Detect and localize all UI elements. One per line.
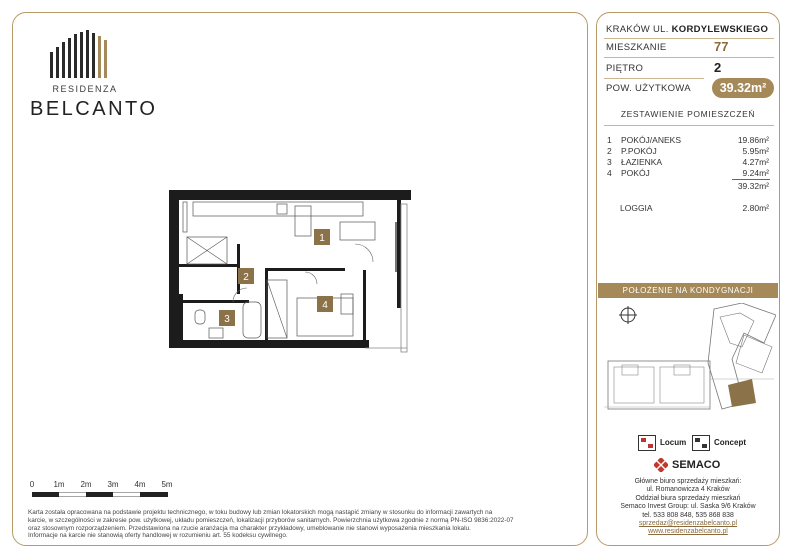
scale-ruler	[32, 492, 168, 497]
room-area: 9.24m²	[742, 168, 769, 178]
concept-label: Concept	[714, 438, 746, 447]
q3d-logo-icon	[638, 435, 656, 451]
address-prefix: KRAKÓW UL.	[606, 24, 669, 35]
room-row	[607, 146, 769, 157]
logo-bars-icon	[50, 30, 112, 78]
room-label-3	[219, 310, 235, 326]
room-number: 3	[607, 157, 612, 167]
svg-text:4: 4	[322, 300, 328, 311]
contact-line: Semaco Invest Group: ul. Saska 9/6 Kraków	[620, 503, 756, 511]
room-row	[607, 168, 769, 179]
floor-number: 2	[714, 60, 722, 75]
contact-line: Oddział biura sprzedaży mieszkań	[635, 494, 741, 502]
rooms-title: ZESTAWIENIE POMIESZCZEŃ	[620, 109, 756, 119]
compass-icon	[619, 306, 637, 324]
room-name: ŁAZIENKA	[621, 157, 663, 167]
room-number: 4	[607, 168, 612, 178]
divider	[604, 125, 774, 126]
area-badge: 39.32m²	[712, 78, 774, 98]
site-plan	[604, 303, 776, 419]
room-name: POKÓJ	[621, 168, 650, 178]
apartment-label: MIESZKANIE	[606, 42, 667, 53]
contact-line: Główne biuro sprzedaży mieszkań:	[634, 478, 742, 485]
room-label-4	[317, 296, 333, 312]
disclaimer-text	[28, 509, 568, 540]
divider	[604, 78, 704, 79]
divider	[604, 57, 774, 58]
contact-phone: tel. 533 808 848, 535 868 838	[642, 511, 734, 519]
apartment-number: 77	[714, 39, 729, 54]
room-number: 2	[607, 146, 612, 156]
disclaimer-line: oraz stosownym rozporządzeniem. Przedstawiona na rzucie aranżacja ma charakter przykładowy, umeblowanie nie stanowi wyposażenia mieszkania lokalu.	[28, 524, 471, 532]
scale-label-2m: 2m	[80, 480, 92, 489]
scale-label-1m: 1m	[53, 480, 65, 489]
room-row	[607, 157, 769, 168]
svg-text:3: 3	[224, 314, 230, 325]
disclaimer-line: Informacje na karcie nie stanowią oferty handlowej w rozumieniu art. 55 kodeksu cywilnego.	[28, 532, 288, 540]
floor-label: PIĘTRO	[606, 63, 644, 74]
room-number: 1	[607, 135, 612, 145]
address-row	[606, 24, 768, 35]
floor-plan	[165, 182, 425, 360]
q3d-logo-icon	[692, 435, 710, 451]
room-name: P.POKÓJ	[621, 146, 657, 156]
contact-email-link[interactable]: sprzedaz@residenzabelcanto.pl	[638, 520, 738, 528]
disclaimer-line: Karta została opracowana na podstawie projektu technicznego, w toku budowy lub zmian lokatorskich mogą nastąpić zmiany w stosunku do informacji zawartych na	[28, 509, 493, 516]
contact-web-link[interactable]: www.residenzabelcanto.pl	[648, 528, 728, 536]
semaco-logo-icon	[654, 458, 668, 472]
scale-label-4m: 4m	[134, 480, 146, 489]
loggia-row	[620, 203, 769, 213]
street-name: KORDYLEWSKIEGO	[671, 24, 769, 35]
disclaimer-line: karcie, w szczególności w zakresie pow. użytkowej, układu pomieszczeń, lokalizacji przyborów sanitarnych. Powierzchnia użytkowa zgodnie z normą PN-ISO 9836:2022-07	[28, 516, 514, 524]
svg-text:1: 1	[319, 233, 325, 244]
contact-info	[606, 478, 770, 537]
room-label-2	[238, 268, 254, 284]
area-label: POW. UŻYTKOWA	[606, 83, 691, 94]
semaco-label: SEMACO	[672, 459, 721, 471]
room-row	[607, 135, 769, 146]
divider	[604, 38, 774, 39]
room-label-1	[314, 229, 330, 245]
scale-bar	[30, 480, 180, 500]
contact-line: ul. Romanowicza 4 Kraków	[646, 486, 730, 494]
loggia-label: LOGGIA	[620, 203, 653, 213]
location-title: POŁOŻENIE NA KONDYGNACJI	[598, 283, 778, 298]
scale-label-5m: 5m	[161, 480, 173, 489]
logo-residenza-text: RESIDENZA	[52, 84, 118, 94]
room-area: 5.95m²	[742, 146, 769, 156]
svg-text:2: 2	[243, 272, 249, 283]
logo-belcanto-text: BELCANTO	[30, 98, 158, 120]
room-name: POKÓJ/ANEKS	[621, 135, 681, 145]
locum-label: Locum	[660, 438, 687, 447]
room-area: 19.86m²	[737, 135, 769, 145]
loggia-area: 2.80m²	[742, 203, 769, 213]
scale-label-0: 0	[29, 480, 35, 489]
rooms-total: 39.32m²	[737, 181, 769, 191]
sum-line	[732, 179, 770, 180]
room-area: 4.27m²	[742, 157, 769, 167]
scale-label-3m: 3m	[107, 480, 119, 489]
apartment-location-marker	[728, 379, 756, 407]
